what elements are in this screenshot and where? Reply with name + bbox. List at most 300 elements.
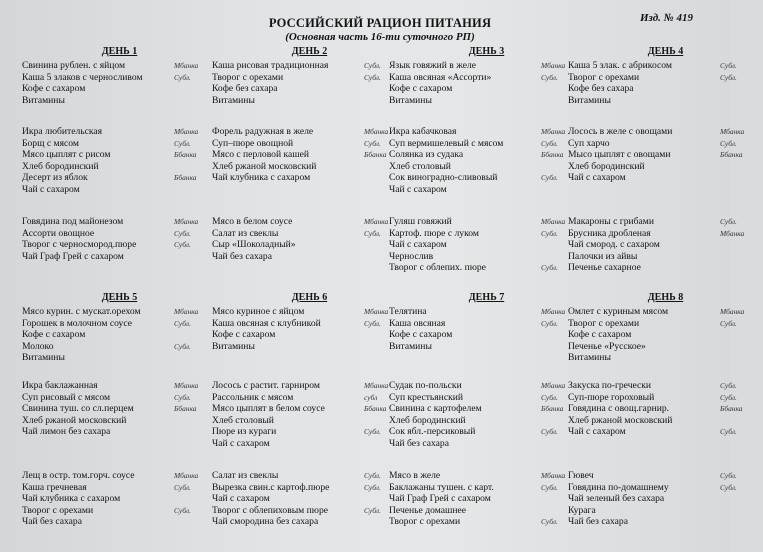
menu-item-name: Чай без сахара [212, 250, 272, 262]
menu-item-name: Витамины [212, 94, 255, 106]
menu-item [22, 184, 217, 196]
menu-item-name: Каша овсяная «Ассорти» [389, 71, 492, 83]
menu-item-name: Витамины [389, 340, 432, 352]
menu-item [22, 505, 217, 517]
menu-item-package: Ббанка [174, 150, 197, 160]
menu-item-package: Субл. [364, 482, 381, 492]
menu-item [568, 138, 763, 150]
menu-item-name: Омлет с куриным мясом [568, 306, 669, 317]
menu-item-name: Витамины [568, 352, 611, 364]
menu-item [212, 306, 407, 318]
menu-item [22, 482, 217, 494]
menu-item-package: Ббанка [541, 404, 564, 414]
menu-item [389, 392, 584, 404]
menu-item-package: Субл. [541, 263, 558, 273]
menu-item-name: Лосось с растит. гарниром [212, 380, 320, 391]
menu-item [389, 426, 584, 438]
menu-item [212, 172, 407, 184]
menu-item [22, 239, 217, 251]
menu-item-name: Чай с сахаром [389, 183, 447, 195]
menu-item [22, 403, 217, 415]
menu-item-name: Чай с сахаром [568, 172, 626, 184]
menu-item [389, 138, 584, 150]
menu-item-name: Салат из свеклы [212, 227, 279, 239]
menu-item-package: Мбанка [364, 381, 389, 390]
menu-item-package: Ббанка [174, 173, 197, 183]
menu-item-package: Субл. [541, 482, 558, 492]
menu-item [389, 470, 584, 482]
menu-item-package: Мбанка [174, 307, 199, 316]
menu-item [568, 380, 763, 392]
menu-item-name: Чай с сахаром [568, 426, 626, 438]
menu-item [212, 126, 407, 138]
menu-item-name: Курага [568, 504, 596, 516]
menu-item-package: Субл. [174, 240, 191, 250]
menu-item [389, 216, 584, 228]
menu-item-package: Субл. [364, 138, 381, 148]
menu-item-name: Каша 5 злаков с черносливом [22, 71, 143, 83]
day-title: ДЕНЬ 7 [468, 292, 505, 303]
menu-item-name: Хлеб бородинский [568, 160, 645, 172]
menu-item-name: Чай Граф Грей с сахаром [22, 250, 124, 262]
menu-item [22, 60, 217, 72]
day-title: ДЕНЬ 8 [647, 292, 684, 303]
menu-item [22, 149, 217, 161]
menu-item-package: Субл. [720, 392, 737, 402]
menu-item [212, 380, 407, 392]
day-title: ДЕНЬ 4 [647, 46, 684, 57]
menu-item [389, 505, 584, 517]
menu-item-name: Каша овсяная с клубникой [212, 317, 321, 329]
menu-item [212, 493, 407, 505]
menu-item-name: Кофе с сахаром [22, 83, 86, 95]
menu-item [389, 172, 584, 184]
menu-item-name: Чай смород. с сахаром [568, 239, 660, 251]
menu-item [389, 380, 584, 392]
menu-item-name: Телятина [389, 306, 427, 317]
menu-item [212, 392, 407, 404]
meal-group [22, 60, 217, 106]
menu-item-name: Гювеч [568, 470, 594, 481]
menu-item-name: Говядина под майонезом [22, 216, 124, 227]
menu-item-package: Субл. [364, 505, 381, 515]
menu-item-name: Вырезка свин.с картоф.пюре [212, 481, 330, 493]
menu-item-name: Салат из свеклы [212, 470, 279, 481]
menu-item-package: Субл. [720, 318, 737, 328]
menu-item-name: Кофе с сахаром [568, 329, 632, 341]
menu-item [568, 341, 763, 353]
menu-item [389, 60, 584, 72]
menu-item-name: Солянка из судака [389, 149, 464, 161]
menu-item-package: Субл. [541, 392, 558, 402]
meal-group [212, 380, 407, 450]
menu-item-package: Субл. [720, 138, 737, 148]
menu-item-package: Мбанка [541, 307, 566, 316]
menu-item-name: Свинина с картофелем [389, 403, 482, 415]
menu-item [22, 306, 217, 318]
meal-group [22, 380, 217, 438]
menu-item-name: Чай с сахаром [212, 437, 270, 449]
menu-item-package: Субл. [174, 228, 191, 238]
day-title: ДЕНЬ 2 [291, 46, 328, 57]
menu-item-name: Чай клубника с сахаром [22, 493, 121, 505]
menu-item [389, 438, 584, 450]
menu-item [568, 83, 763, 95]
menu-item-name: Кофе без сахара [212, 83, 278, 95]
menu-item [212, 505, 407, 517]
menu-item-name: Суп крестьянский [389, 391, 464, 403]
menu-item-name: Палочки из айвы [568, 250, 638, 262]
menu-item-name: Чай лимон без сахара [22, 426, 111, 438]
menu-item [22, 251, 217, 263]
meal-group [568, 126, 763, 184]
menu-item-name: Лосось в желе с овощами [568, 126, 673, 137]
menu-item [568, 239, 763, 251]
menu-item [568, 216, 763, 228]
menu-item-name: Суп харчо [568, 137, 610, 149]
menu-item-package: Мбанка [720, 228, 745, 238]
menu-item-name: Хлеб ржаной московский [22, 414, 127, 426]
menu-item-name: Хлеб бородинский [389, 414, 466, 426]
menu-item-name: Творог с орехами [22, 504, 94, 516]
menu-item-name: Кофе с сахаром [389, 83, 453, 95]
menu-item-name: Мясо цыплят в белом соусе [212, 403, 325, 415]
menu-item [22, 470, 217, 482]
menu-item [22, 352, 217, 364]
menu-item-package: Мбанка [174, 217, 199, 226]
menu-item-name: Чай смородина без сахара [212, 516, 319, 528]
menu-item-package: Мбанка [174, 61, 199, 70]
menu-item-package: Субл. [174, 392, 191, 402]
menu-item-name: Каша овсяная [389, 317, 446, 329]
menu-item-name: Кофе с сахаром [212, 329, 276, 341]
menu-item-package: Субл. [364, 471, 381, 480]
menu-item-name: Судак по-польски [389, 380, 462, 391]
menu-item [389, 251, 584, 263]
menu-item [568, 352, 763, 364]
menu-item [212, 251, 407, 263]
menu-item [389, 95, 584, 107]
menu-item [389, 482, 584, 494]
menu-item-name: Икра баклажанная [22, 380, 98, 391]
menu-item-name: Чернослив [389, 250, 434, 262]
menu-item [568, 95, 763, 107]
menu-item-name: Витамины [568, 94, 611, 106]
menu-item [568, 415, 763, 427]
menu-item-name: Горошек в молочном соусе [22, 317, 132, 329]
menu-item-name: Каша гречневая [22, 481, 87, 493]
menu-item-name: Икра любительская [22, 126, 103, 137]
menu-item [389, 239, 584, 251]
menu-item [22, 380, 217, 392]
menu-item [389, 318, 584, 330]
menu-item-name: Говядина по-домашнему [568, 481, 669, 493]
menu-item-name: Гуляш говяжий [389, 216, 452, 227]
menu-item-name: Свинина рублен. с яйцом [22, 60, 126, 71]
meal-group [389, 216, 584, 274]
menu-item-package: Субл. [720, 72, 737, 82]
day-block [22, 46, 217, 262]
menu-item [212, 239, 407, 251]
menu-item-package: Субл. [720, 427, 737, 437]
meal-group [212, 126, 407, 184]
menu-item [389, 149, 584, 161]
menu-item-package: Мбанка [174, 127, 199, 136]
menu-item [568, 329, 763, 341]
menu-item-package: Субл. [364, 427, 381, 437]
menu-item [389, 126, 584, 138]
menu-item-name: Чай Граф Грей с сахаром [389, 493, 491, 505]
menu-item [22, 138, 217, 150]
menu-item-package: субл [364, 392, 378, 402]
menu-item [389, 72, 584, 84]
menu-item-name: Закуска по-гречески [568, 380, 652, 391]
menu-item [568, 306, 763, 318]
menu-item-name: Кофе с сахаром [22, 329, 86, 341]
meal-group [389, 380, 584, 450]
menu-item-name: Хлеб ржаной московский [568, 414, 673, 426]
menu-item-package: Субл. [720, 61, 737, 70]
menu-item-name: Печенье «Русское» [568, 340, 646, 352]
menu-item [568, 72, 763, 84]
menu-item [568, 318, 763, 330]
menu-item [22, 172, 217, 184]
menu-item [389, 306, 584, 318]
menu-item-package: Субл. [174, 341, 191, 351]
menu-item [389, 415, 584, 427]
menu-item [568, 251, 763, 263]
menu-item-name: Чай без сахара [22, 516, 82, 528]
menu-item [389, 403, 584, 415]
menu-item-name: Язык говяжий в желе [389, 60, 477, 71]
menu-item [22, 72, 217, 84]
meal-group [22, 216, 217, 262]
menu-item-name: Печенье сахарное [568, 262, 641, 274]
menu-item-name: Мясо цыплят с рисом [22, 149, 111, 161]
menu-item [389, 516, 584, 528]
menu-item-name: Каша 5 злак. с абрикосом [568, 60, 672, 71]
day-block [212, 292, 407, 528]
menu-item-package: Субл. [541, 517, 558, 527]
meal-group [389, 306, 584, 352]
menu-item-name: Творог с черносмород.пюре [22, 239, 137, 251]
menu-item-package: Ббанка [174, 404, 197, 414]
menu-item-package: Субл. [174, 72, 191, 82]
menu-item-name: Чай с сахаром [22, 183, 80, 195]
menu-item-name: Творог с орехами [568, 71, 640, 83]
menu-item-name: Борщ с мясом [22, 137, 79, 149]
menu-item-package: Мбанка [541, 127, 566, 136]
menu-item-name: Десерт из яблок [22, 172, 88, 184]
day-block [389, 46, 584, 274]
menu-item-package: Мбанка [541, 217, 566, 226]
menu-item [212, 415, 407, 427]
menu-item-package: Мбанка [541, 471, 566, 480]
menu-item-name: Суп рисовый с мясом [22, 391, 111, 403]
menu-item-name: Чай зеленый без сахара [568, 493, 665, 505]
menu-item [22, 392, 217, 404]
menu-item-package: Субл. [541, 173, 558, 183]
meal-group [389, 126, 584, 196]
menu-item-name: Свинина туш. со сл.перцем [22, 403, 134, 415]
menu-item [212, 149, 407, 161]
menu-item [389, 161, 584, 173]
menu-item-name: Макароны с грибами [568, 216, 655, 227]
menu-item [22, 426, 217, 438]
menu-item-package: Субл. [174, 138, 191, 148]
meal-group [568, 470, 763, 528]
menu-item-name: Хлеб ржаной московский [212, 160, 317, 172]
menu-item [568, 228, 763, 240]
menu-item-package: Мбанка [541, 381, 566, 390]
menu-item [212, 228, 407, 240]
menu-item-name: Хлеб столовый [389, 160, 451, 172]
meal-group [22, 306, 217, 364]
menu-item-name: Печенье домашнее [389, 504, 466, 516]
menu-item [22, 95, 217, 107]
menu-item [389, 262, 584, 274]
menu-item [22, 83, 217, 95]
menu-item [22, 126, 217, 138]
day-title: ДЕНЬ 3 [468, 46, 505, 57]
menu-item-name: Суп-пюре гороховый [568, 391, 655, 403]
menu-item-name: Творог с орехами [568, 317, 640, 329]
menu-item-package: Мбанка [364, 127, 389, 136]
menu-item-package: Субл. [541, 228, 558, 238]
menu-item-package: Субл. [174, 482, 191, 492]
menu-item [212, 95, 407, 107]
menu-item-name: Чай клубника с сахаром [212, 172, 311, 184]
menu-item [568, 262, 763, 274]
menu-item [22, 329, 217, 341]
menu-item-name: Картоф. пюре с луком [389, 227, 479, 239]
page-title: РОССИЙСКИЙ РАЦИОН ПИТАНИЯ [268, 16, 492, 30]
menu-item-name: Творог с орехами [212, 71, 284, 83]
menu-item-package: Мбанка [364, 307, 389, 316]
edition-number: Изд. № 419 [640, 12, 693, 24]
menu-item-name: Сок виноградно-сливовый [389, 172, 498, 184]
menu-item-name: Витамины [22, 94, 65, 106]
menu-item [568, 172, 763, 184]
menu-item-package: Мбанка [174, 381, 199, 390]
menu-item-name: Мясо с перловой кашей [212, 149, 310, 161]
menu-item [212, 403, 407, 415]
menu-item-name: Сыр «Шоколадный» [212, 239, 296, 251]
menu-item [568, 505, 763, 517]
menu-item [568, 60, 763, 72]
menu-item-name: Говядина с овощ.гарнир. [568, 403, 670, 415]
menu-item-package: Ббанка [541, 150, 564, 160]
menu-item-name: Витамины [389, 94, 432, 106]
menu-item-package: Мбанка [364, 217, 389, 226]
menu-item-package: Субл. [364, 61, 381, 70]
menu-item [568, 161, 763, 173]
menu-item-package: Субл. [364, 72, 381, 82]
menu-item [568, 516, 763, 528]
menu-item-name: Хлеб бородинский [22, 160, 99, 172]
menu-item-name: Кофе без сахара [568, 83, 634, 95]
menu-item [568, 470, 763, 482]
menu-item [212, 516, 407, 528]
menu-item [212, 318, 407, 330]
menu-item-package: Субл. [541, 72, 558, 82]
menu-item-name: Чай с сахаром [389, 239, 447, 251]
menu-item-name: Кофе с сахаром [389, 329, 453, 341]
menu-item-package: Субл. [364, 318, 381, 328]
menu-item-package: Субл. [720, 217, 737, 226]
meal-group [568, 380, 763, 438]
menu-item-package: Субл. [364, 228, 381, 238]
menu-item-name: Витамины [212, 340, 255, 352]
menu-item [568, 126, 763, 138]
menu-item-package: Мбанка [541, 61, 566, 70]
menu-item [22, 493, 217, 505]
menu-item-package: Ббанка [720, 404, 743, 414]
menu-item [389, 341, 584, 353]
menu-item-name: Сок ябл.-персиковый [389, 426, 476, 438]
menu-item-name: Лещ в остр. том.горч. соусе [22, 470, 135, 481]
menu-item [22, 318, 217, 330]
menu-item-name: Рассольник с мясом [212, 391, 294, 403]
menu-item-name: Творог с облепих. пюре [389, 262, 486, 274]
meal-group [389, 60, 584, 106]
menu-item-package: Ббанка [364, 404, 387, 414]
menu-item [389, 493, 584, 505]
menu-item-package: Субл. [541, 138, 558, 148]
meal-group [22, 126, 217, 196]
menu-item [389, 228, 584, 240]
menu-item [212, 341, 407, 353]
menu-item-package: Мбанка [720, 307, 745, 316]
meal-group [212, 60, 407, 106]
menu-item-name: Молоко [22, 340, 54, 352]
menu-item [22, 341, 217, 353]
menu-item-name: Хлеб столовый [212, 414, 274, 426]
menu-item [212, 426, 407, 438]
menu-item [212, 138, 407, 150]
menu-item [568, 493, 763, 505]
meal-group [212, 216, 407, 262]
menu-item-name: Витамины [22, 352, 65, 364]
menu-item [568, 403, 763, 415]
meal-group [212, 470, 407, 528]
menu-item-name: Суп вермишелевый с мясом [389, 137, 504, 149]
day-title: ДЕНЬ 1 [101, 46, 138, 57]
menu-item-package: Субл. [720, 381, 737, 390]
meal-group [568, 306, 763, 364]
menu-item-name: Мясо курин. с мускат.орехом [22, 306, 141, 317]
menu-item-name: Форель радужная в желе [212, 126, 314, 137]
menu-item [22, 161, 217, 173]
menu-item [212, 72, 407, 84]
menu-item-package: Субл. [720, 482, 737, 492]
menu-item-package: Субл. [720, 471, 737, 480]
menu-item-package: Субл. [541, 427, 558, 437]
day-block [212, 46, 407, 262]
menu-item [212, 329, 407, 341]
menu-item-name: Чай с сахаром [212, 493, 270, 505]
menu-item [389, 329, 584, 341]
meal-group [568, 60, 763, 106]
menu-item-name: Мысо цыплят с овощами [568, 149, 671, 161]
menu-item [212, 470, 407, 482]
menu-item-name: Ассорти овощное [22, 227, 95, 239]
menu-item [568, 426, 763, 438]
menu-item-name: Мясо в желе [389, 470, 441, 481]
menu-item-package: Субл. [174, 318, 191, 328]
day-block [568, 292, 763, 528]
meal-group [568, 216, 763, 274]
